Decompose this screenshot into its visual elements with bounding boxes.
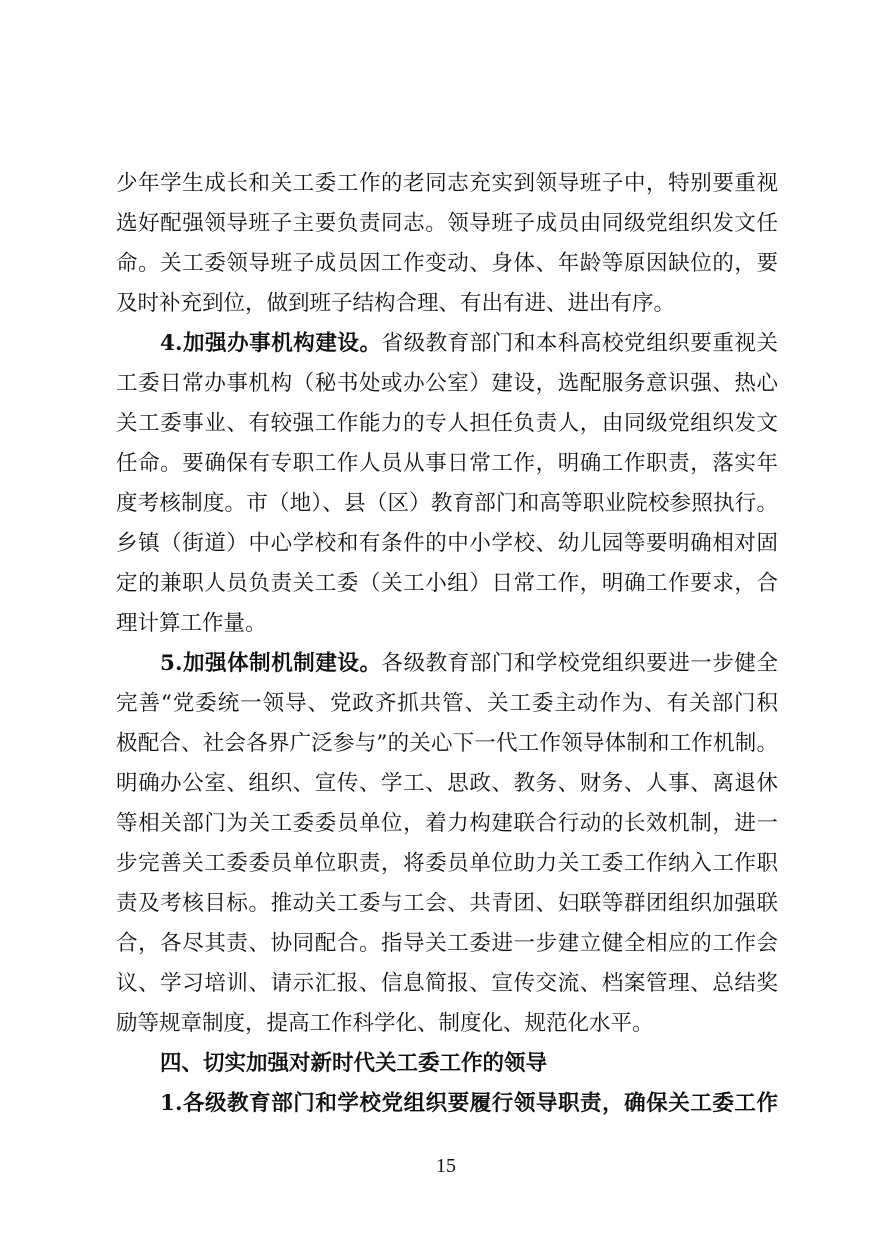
paragraph-3-line-5: 等相关部门为关工委委员单位，着力构建联合行动的长效机制，进一	[116, 811, 778, 836]
paragraph-2-line-5: 度考核制度。市（地）、县（区）教育部门和高等职业院校参照执行。	[116, 491, 778, 516]
paragraph-3-line-10: 励等规章制度，提高工作科学化、制度化、规范化水平。	[116, 1011, 654, 1036]
paragraph-2-line-3: 关工委事业、有较强工作能力的专人担任负责人，由同级党组织发文	[116, 411, 778, 436]
paragraph-3-line-9: 议、学习培训、请示汇报、信息简报、宣传交流、档案管理、总结奖	[116, 971, 778, 996]
paragraph-1-line-2: 选好配强领导班子主要负责同志。领导班子成员由同级党组织发文任	[116, 211, 778, 236]
paragraph-3-line-6: 步完善关工委委员单位职责，将委员单位助力关工委工作纳入工作职	[116, 851, 778, 876]
section-heading: 四、切实加强对新时代关工委工作的领导	[160, 1051, 548, 1076]
paragraph-3-line-2: 完善“党委统一领导、党政齐抓共管、关工委主动作为、有关部门积	[116, 691, 778, 716]
paragraph-3-line-7: 责及考核目标。推动关工委与工会、共青团、妇联等群团组织加强联	[116, 891, 778, 916]
paragraph-2-first-line-rest: 省级教育部门和本科高校党组织要重视关	[381, 331, 778, 356]
paragraph-1-line-1: 少年学生成长和关工委工作的老同志充实到领导班子中，特别要重视	[116, 171, 778, 196]
paragraph-2-line-4: 任命。要确保有专职工作人员从事日常工作，明确工作职责，落实年	[116, 451, 778, 476]
paragraph-3-first-line-rest: 各级教育部门和学校党组织要进一步健全	[381, 651, 778, 676]
paragraph-2-line-6: 乡镇（街道）中心学校和有条件的中小学校、幼儿园等要明确相对固	[116, 531, 778, 556]
paragraph-3-line-4: 明确办公室、组织、宣传、学工、思政、教务、财务、人事、离退休	[116, 771, 778, 796]
paragraph-2-lead: 4.加强办事机构建设。	[160, 331, 382, 356]
paragraph-3-line-3: 极配合、社会各界广泛参与”的关心下一代工作领导体制和工作机制。	[116, 731, 778, 756]
paragraph-2-first-line	[160, 324, 778, 364]
paragraph-1-line-4: 及时补充到位，做到班子结构合理、有出有进、进出有序。	[116, 291, 676, 316]
paragraph-2-line-2: 工委日常办事机构（秘书处或办公室）建设，选配服务意识强、热心	[116, 371, 778, 396]
paragraph-1-line-3: 命。关工委领导班子成员因工作变动、身体、年龄等原因缺位的，要	[116, 251, 778, 276]
paragraph-2-line-8: 理计算工作量。	[116, 611, 267, 636]
page-number: 15	[436, 1155, 456, 1177]
paragraph-3-first-line	[160, 644, 778, 684]
paragraph-4-bold-line: 1.各级教育部门和学校党组织要履行领导职责，确保关工委工作	[160, 1091, 778, 1116]
paragraph-2-line-7: 定的兼职人员负责关工委（关工小组）日常工作，明确工作要求，合	[116, 571, 778, 596]
paragraph-3-lead: 5.加强体制机制建设。	[160, 651, 382, 676]
paragraph-3-line-8: 合，各尽其责、协同配合。指导关工委进一步建立健全相应的工作会	[116, 931, 778, 956]
